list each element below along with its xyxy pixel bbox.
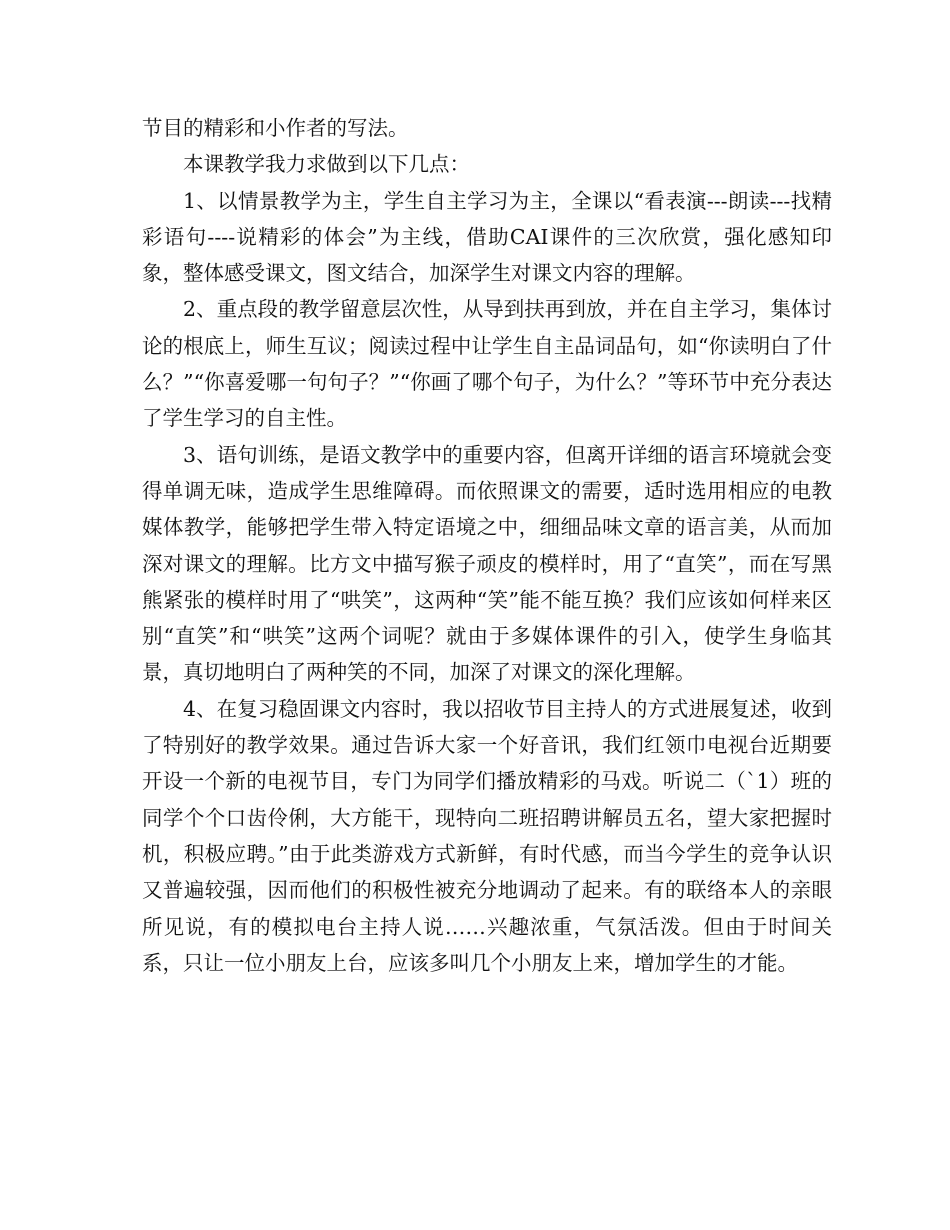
paragraph-point-4: 4、在复习稳固课文内容时，我以招收节目主持人的方式进展复述，收到了特别好的教学效果。通过告诉大家一个好音讯，我们红领巾电视台近期要开设一个新的电视节目，专门为同学们播放精彩的马戏。听说二（`1）班的同学个个口齿伶俐，大方能干，现特向二班招聘讲解员五名，望大家把握时机，积极应聘。”由于此类游戏方式新鲜，有时代感，而当今学生的竞争认识又普遍较强，因而他们的积极性被充分地调动了起来。有的联络本人的亲眼所见说，有的模拟电台主持人说……兴趣浓重，气氛活泼。但由于时间关系，只让一位小朋友上台，应该多叫几个小朋友上来，增加学生的才能。 [142,696,832,975]
paragraph-continuation: 节目的精彩和小作者的写法。 [142,116,409,140]
paragraph-point-2: 2、重点段的教学留意层次性，从导到扶再到放，并在自主学习，集体讨论的根底上，师生互议；阅读过程中让学生自主品词品句，如“你读明白了什么？”“你喜爱哪一句句子？”“你画了哪个句子，为什么？”等环节中充分表达了学生学习的自主性。 [142,297,832,431]
paragraph-point-3: 3、语句训练，是语文教学中的重要内容，但离开详细的语言环境就会变得单调无味，造成学生思维障碍。而依照课文的需要，适时选用相应的电教媒体教学，能够把学生带入特定语境之中，细细品味文章的语言美，从而加深对课文的理解。比方文中描写猴子顽皮的模样时，用了“直笑”，而在写黑熊紧张的模样时用了“哄笑”，这两种“笑”能不能互换？我们应该如何样来区别“直笑”和“哄笑”这两个词呢？就由于多媒体课件的引入，使学生身临其景，真切地明白了两种笑的不同，加深了对课文的深化理解。 [142,442,832,685]
document-body [142,110,832,981]
paragraph-intro: 本课教学我力求做到以下几点： [183,152,470,177]
paragraph-point-1: 1、以情景教学为主，学生自主学习为主，全课以“看表演---朗读---找精彩语句----说精彩的体会”为主线，借助CAI课件的三次欣赏，强化感知印象，整体感受课文，图文结合，加深学生对课文内容的理解。 [142,188,832,286]
